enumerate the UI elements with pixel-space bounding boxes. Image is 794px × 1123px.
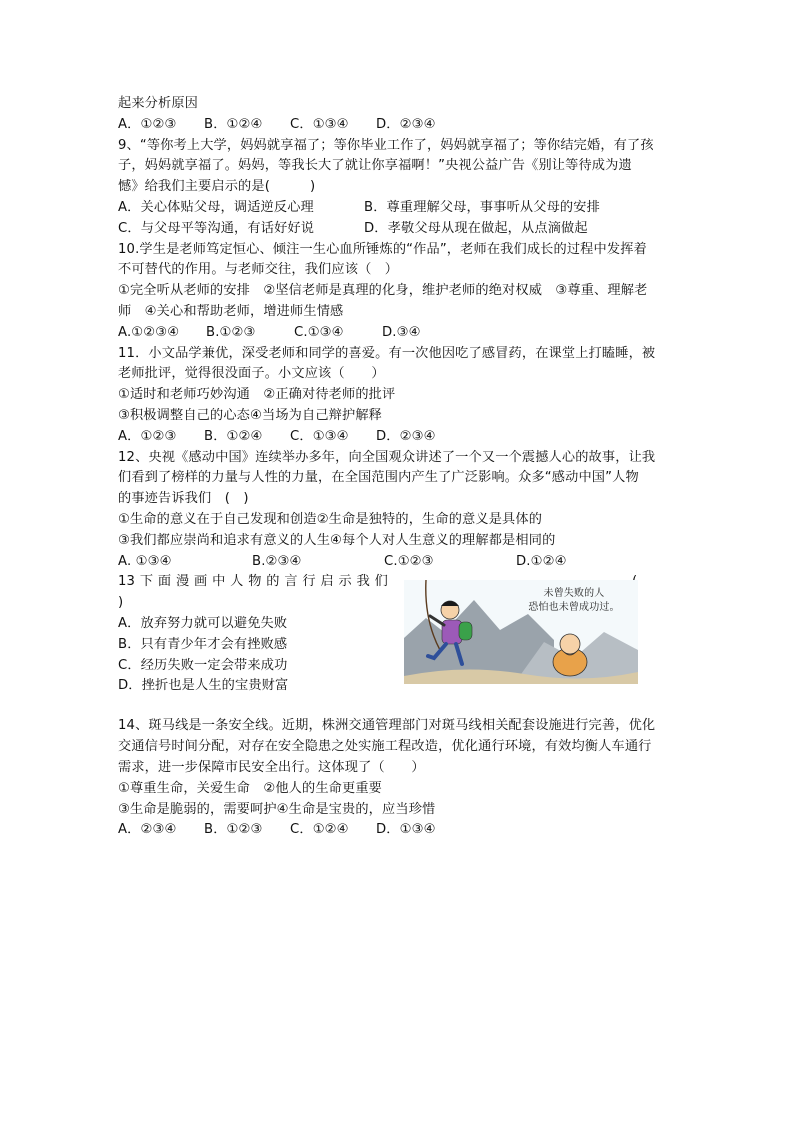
q8-option-a: A．①②③: [118, 116, 177, 132]
q10-line-1: 10.学生是老师笃定恒心、倾注一生心血所锤炼的“作品”，老师在我们成长的过程中发挥着: [118, 241, 647, 257]
q14-option-b: B．①②③: [204, 822, 263, 838]
q13-stem-char: 中: [212, 574, 226, 590]
q13-stem-char: 的: [266, 574, 280, 590]
q14-option-a: A．②③④: [118, 822, 177, 838]
q8-options: [118, 115, 678, 136]
q10-option-c: C.①③④: [294, 324, 344, 340]
q11-option-c: C．①③④: [290, 428, 349, 444]
question-12: [118, 448, 678, 573]
q13-stem: [118, 572, 388, 593]
q11-option-a: A．①②③: [118, 428, 177, 444]
q13-stem-char: 们: [374, 574, 388, 590]
q9-line-3: 憾》给我们主要启示的是( ): [118, 179, 316, 195]
question-9: [118, 136, 678, 240]
q13-stem-char: 言: [284, 574, 298, 590]
q9-options-row-1: [118, 198, 678, 219]
q14-options: [118, 820, 678, 841]
q13-stem-char: 下: [139, 574, 154, 590]
q11-statement-2: ③积极调整自己的心态④当场为自己辩护解释: [118, 407, 383, 423]
intro-line: 起来分析原因: [118, 96, 199, 111]
q10-statement-1: ①完全听从老师的安排 ②坚信老师是真理的化身，维护老师的绝对权威 ③尊重、理解老: [118, 283, 648, 299]
question-10: [118, 240, 678, 344]
q12-option-b: B.②③④: [252, 553, 302, 569]
q9-options-row-2: [118, 219, 678, 240]
q9-option-d: D．孝敬父母从现在做起，从点滴做起: [364, 220, 588, 236]
q9-option-a: A．关心体贴父母，调适逆反心理: [118, 199, 314, 215]
q13-option-d: D．挫折也是人生的宝贵财富: [118, 678, 289, 694]
q13-stem-char: 人: [230, 574, 244, 590]
q9-line-1: 9、“等你考上大学，妈妈就享福了；等你毕业工作了，妈妈就享福了；等你结完婚，有了孩: [118, 137, 654, 153]
question-14: [118, 716, 678, 841]
q12-option-a: A. ①③④: [118, 553, 172, 569]
q10-option-a: A.①②③④: [118, 324, 180, 340]
cartoon-caption-1: 未曾失败的人: [543, 588, 605, 600]
q14-line-3: 需求，进一步保障市民安全出行。这体现了（ ）: [118, 759, 425, 775]
q14-statement-1: ①尊重生命，关爱生命 ②他人的生命更重要: [118, 780, 383, 796]
question-11: [118, 344, 678, 448]
sitting-person-head: [560, 634, 580, 654]
exam-content: [118, 94, 678, 841]
q13-paren-close: ): [118, 595, 124, 611]
q8-option-d: D．②③④: [376, 116, 436, 132]
q13-option-c: C．经历失败一定会带来成功: [118, 657, 288, 673]
cartoon-caption-2: 恐怕也未曾成功过。: [528, 602, 620, 614]
q13-option-a: A．放弃努力就可以避免失败: [118, 615, 288, 631]
q12-line-3: 的事迹告诉我们 ( ): [118, 491, 249, 507]
q10-options: [118, 323, 678, 344]
question-13: [118, 572, 678, 694]
q12-options: [118, 552, 678, 573]
q11-statement-1: ①适时和老师巧妙沟通 ②正确对待老师的批评: [118, 387, 396, 403]
q13-option-b: B．只有青少年才会有挫败感: [118, 636, 288, 652]
q10-option-b: B.①②③: [206, 324, 256, 340]
q10-option-d: D.③④: [382, 324, 421, 340]
q12-option-c: C.①②③: [384, 553, 434, 569]
q12-line-2: 们看到了榜样的力量与人性的力量，在全国范围内产生了广泛影响。众多“感动中国”人物: [118, 470, 639, 486]
q13-stem-char: 画: [194, 574, 208, 590]
q14-option-d: D．①③④: [376, 822, 436, 838]
cartoon-image: [404, 580, 638, 684]
q9-option-c: C．与父母平等沟通，有话好好说: [118, 220, 315, 236]
q12-line-1: 12、央视《感动中国》连续举办多年，向全国观众讲述了一个又一个震撼人心的故事，让我: [118, 449, 656, 465]
q13-stem-char: 漫: [175, 574, 190, 590]
q11-option-d: D．②③④: [376, 428, 436, 444]
climber-backpack: [459, 622, 472, 640]
q13-stem-char: 13: [118, 574, 136, 590]
q14-line-2: 交通信号时间分配，对存在安全隐患之处实施工程改造，优化通行环境，有效均衡人车通行: [118, 739, 652, 755]
q8-option-b: B．①②④: [204, 116, 263, 132]
q12-statement-1: ①生命的意义在于自己发现和创造②生命是独特的，生命的意义是具体的: [118, 511, 543, 527]
q9-line-2: 子，妈妈就享福了。妈妈，等我长大了就让你享福啊！”央视公益广告《别让等待成为遗: [118, 158, 632, 174]
q11-line-1: 11．小文品学兼优，深受老师和同学的喜爱。有一次他因吃了感冒药，在课堂上打瞌睡，被: [118, 345, 656, 361]
q13-stem-char: 启: [320, 574, 334, 590]
q12-statement-2: ③我们都应崇尚和追求有意义的人生④每个人对人生意义的理解都是相同的: [118, 532, 556, 548]
q13-stem-char: 物: [248, 574, 262, 590]
q10-statement-2: 师 ④关心和帮助老师，增进师生情感: [118, 303, 344, 319]
q11-line-2: 老师批评，觉得很没面子。小文应该（ ）: [118, 366, 385, 382]
q13-stem-char: 面: [157, 574, 172, 590]
q10-line-2: 不可替代的作用。与老师交往，我们应该（ ）: [118, 262, 399, 278]
q13-text: [118, 572, 398, 697]
q13-stem-char: 行: [302, 574, 316, 590]
q14-option-c: C．①②④: [290, 822, 349, 838]
q11-option-b: B．①②④: [204, 428, 263, 444]
spacer: [118, 694, 678, 716]
q14-statement-2: ③生命是脆弱的，需要呵护④生命是宝贵的，应当珍惜: [118, 801, 436, 817]
q14-line-1: 14、斑马线是一条安全线。近期，株洲交通管理部门对斑马线相关配套设施进行完善，优化: [118, 718, 656, 734]
q12-option-d: D.①②④: [516, 553, 567, 569]
q9-option-b: B．尊重理解父母，事事听从父母的安排: [364, 199, 600, 215]
q13-stem-char: 示: [338, 574, 352, 590]
q13-stem-char: 我: [356, 574, 370, 590]
q8-option-c: C．①③④: [290, 116, 349, 132]
q11-options: [118, 427, 678, 448]
